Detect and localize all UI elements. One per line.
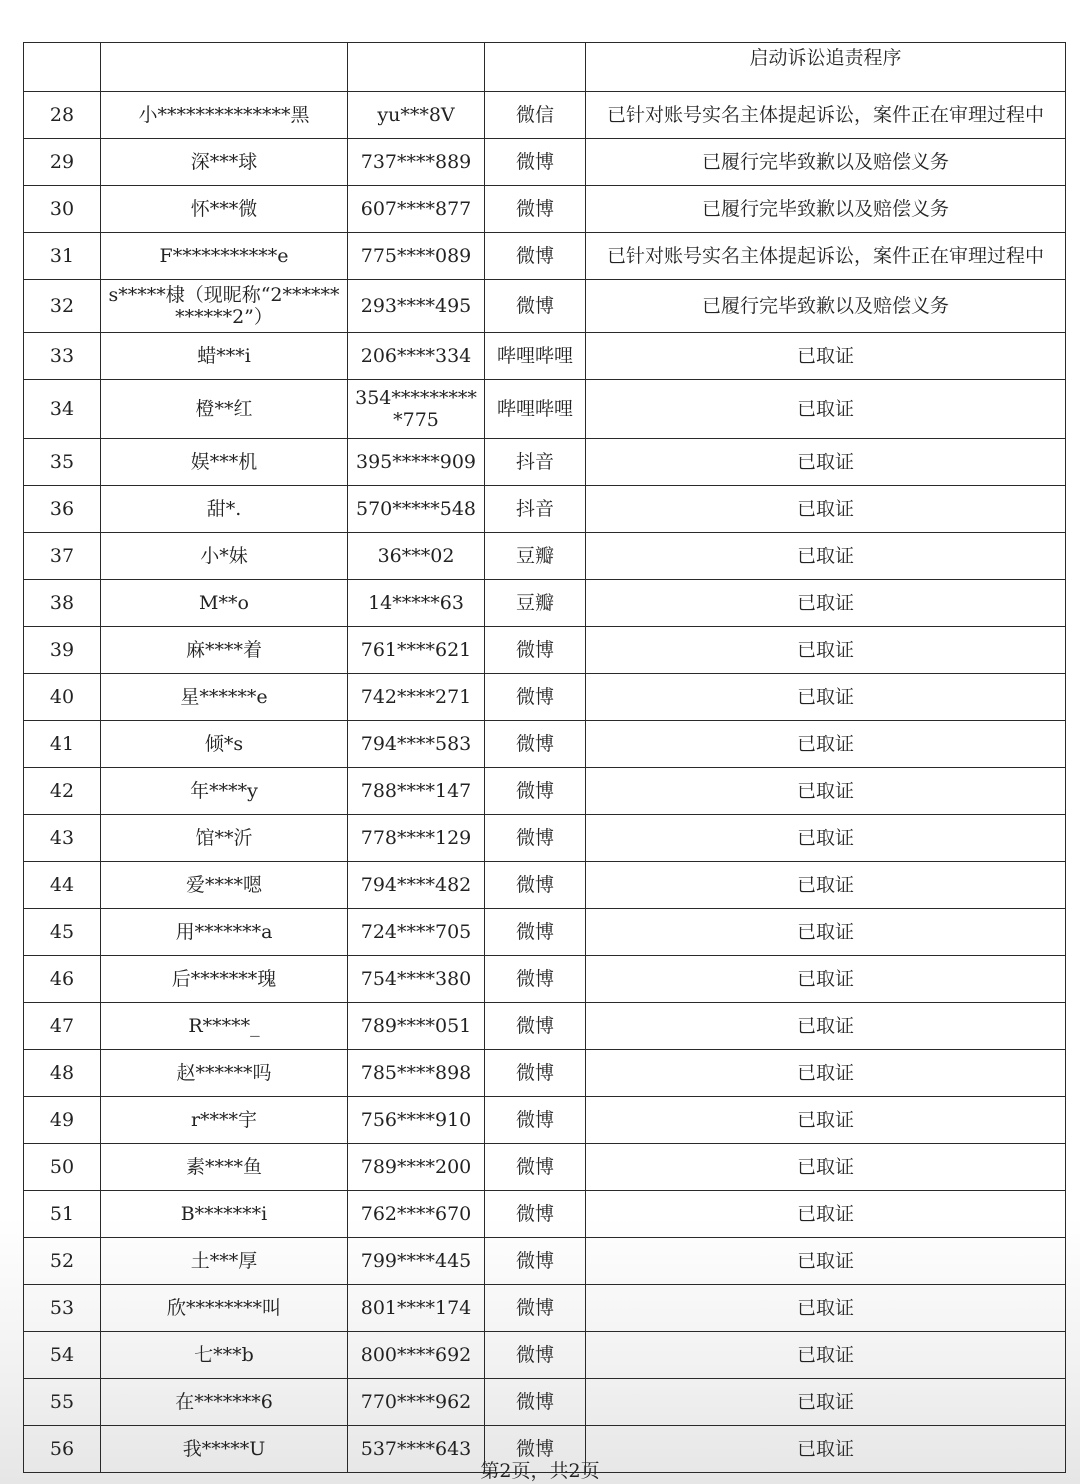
cell-no: [24, 43, 101, 92]
cell-status: 已针对账号实名主体提起诉讼，案件正在审理过程中: [586, 233, 1066, 280]
cell-account-id: 794****482: [348, 862, 485, 909]
table-row: [24, 280, 1066, 333]
cell-account-id: 789****200: [348, 1144, 485, 1191]
cell-platform: 微博: [485, 1332, 586, 1379]
table-row: [24, 1003, 1066, 1050]
cell-no: 51: [24, 1191, 101, 1238]
cell-status: 已取证: [586, 1003, 1066, 1050]
cell-nickname: 赵******吗: [101, 1050, 348, 1097]
cell-no: 56: [24, 1426, 101, 1473]
cell-status: 已取证: [586, 1050, 1066, 1097]
cell-account-id: 788****147: [348, 768, 485, 815]
cell-account-id: 754****380: [348, 956, 485, 1003]
cell-status: 已取证: [586, 580, 1066, 627]
cell-no: 45: [24, 909, 101, 956]
cell-status: 已针对账号实名主体提起诉讼，案件正在审理过程中: [586, 92, 1066, 139]
cell-account-id: 206****334: [348, 333, 485, 380]
table-body: [24, 43, 1066, 1473]
cell-platform: 微博: [485, 1097, 586, 1144]
cell-account-id: 354**********775: [348, 380, 485, 439]
cell-account-id: 789****051: [348, 1003, 485, 1050]
cell-account-id: 778****129: [348, 815, 485, 862]
cell-account-id: [348, 43, 485, 92]
cell-nickname: 欣********叫: [101, 1285, 348, 1332]
cell-no: 34: [24, 380, 101, 439]
cell-account-id: 570*****548: [348, 486, 485, 533]
cell-status: 已履行完毕致歉以及赔偿义务: [586, 139, 1066, 186]
cell-status: 已履行完毕致歉以及赔偿义务: [586, 280, 1066, 333]
cell-no: 35: [24, 439, 101, 486]
table-row: [24, 1144, 1066, 1191]
table-row: [24, 1238, 1066, 1285]
cell-nickname: 橙**红: [101, 380, 348, 439]
cell-platform: 微博: [485, 1003, 586, 1050]
table-row: [24, 1191, 1066, 1238]
cell-status: 已取证: [586, 721, 1066, 768]
cell-no: 38: [24, 580, 101, 627]
cell-nickname: 年****y: [101, 768, 348, 815]
table-row-continuation: [24, 43, 1066, 92]
cell-nickname: M**o: [101, 580, 348, 627]
table-row: [24, 815, 1066, 862]
cell-nickname: 七***b: [101, 1332, 348, 1379]
cell-account-id: 607****877: [348, 186, 485, 233]
cell-no: 28: [24, 92, 101, 139]
cell-platform: 微博: [485, 674, 586, 721]
cell-platform: [485, 43, 586, 92]
cell-account-id: 775****089: [348, 233, 485, 280]
cell-status: 已取证: [586, 674, 1066, 721]
cell-no: 41: [24, 721, 101, 768]
cell-status: 已取证: [586, 439, 1066, 486]
cell-account-id: 762****670: [348, 1191, 485, 1238]
cell-platform: 微博: [485, 815, 586, 862]
cell-platform: 微博: [485, 1191, 586, 1238]
table-row: [24, 721, 1066, 768]
table-row: [24, 439, 1066, 486]
cell-status: 已取证: [586, 1097, 1066, 1144]
cell-platform: 微博: [485, 1050, 586, 1097]
table-row: [24, 627, 1066, 674]
table-row: [24, 233, 1066, 280]
table-row: [24, 333, 1066, 380]
cell-no: 52: [24, 1238, 101, 1285]
cell-platform: 微博: [485, 1426, 586, 1473]
cell-status: 已取证: [586, 1285, 1066, 1332]
cell-no: 49: [24, 1097, 101, 1144]
cell-nickname: 怀***微: [101, 186, 348, 233]
cell-platform: 微博: [485, 280, 586, 333]
table-row: [24, 1050, 1066, 1097]
table-row: [24, 1097, 1066, 1144]
cell-platform: 微博: [485, 1238, 586, 1285]
cell-nickname: 小**************黑: [101, 92, 348, 139]
cell-no: 30: [24, 186, 101, 233]
cell-nickname: 用*******a: [101, 909, 348, 956]
cell-status: 已取证: [586, 1191, 1066, 1238]
cell-nickname: R*****_: [101, 1003, 348, 1050]
cell-status: 已取证: [586, 533, 1066, 580]
cell-status: 已取证: [586, 380, 1066, 439]
cell-account-id: 36***02: [348, 533, 485, 580]
cell-account-id: 395*****909: [348, 439, 485, 486]
cell-nickname: 小*妹: [101, 533, 348, 580]
cell-account-id: 756****910: [348, 1097, 485, 1144]
cell-no: 40: [24, 674, 101, 721]
cell-status: 已取证: [586, 956, 1066, 1003]
cell-no: 33: [24, 333, 101, 380]
cell-platform: 微信: [485, 92, 586, 139]
cell-no: 50: [24, 1144, 101, 1191]
cell-account-id: yu***8V: [348, 92, 485, 139]
cell-account-id: 785****898: [348, 1050, 485, 1097]
cell-platform: 微博: [485, 1144, 586, 1191]
cell-nickname: 深***球: [101, 139, 348, 186]
cell-account-id: 770****962: [348, 1379, 485, 1426]
table-row: [24, 768, 1066, 815]
cell-nickname: 星******e: [101, 674, 348, 721]
cell-nickname: 土***厚: [101, 1238, 348, 1285]
table-row: [24, 533, 1066, 580]
cell-nickname: r****宇: [101, 1097, 348, 1144]
cell-nickname: 我*****U: [101, 1426, 348, 1473]
cell-no: 53: [24, 1285, 101, 1332]
table-row: [24, 862, 1066, 909]
cell-account-id: 799****445: [348, 1238, 485, 1285]
cell-account-id: 293****495: [348, 280, 485, 333]
cell-no: 47: [24, 1003, 101, 1050]
cell-nickname: B*******i: [101, 1191, 348, 1238]
cell-no: 36: [24, 486, 101, 533]
cell-status: 已取证: [586, 1426, 1066, 1473]
cell-nickname: 在*******6: [101, 1379, 348, 1426]
cell-status: 已履行完毕致歉以及赔偿义务: [586, 186, 1066, 233]
cell-account-id: 14*****63: [348, 580, 485, 627]
cell-platform: 微博: [485, 909, 586, 956]
cell-account-id: 737****889: [348, 139, 485, 186]
table-row: [24, 1332, 1066, 1379]
table-row: [24, 956, 1066, 1003]
cell-nickname: 娱***机: [101, 439, 348, 486]
cell-status: 已取证: [586, 486, 1066, 533]
cell-platform: 抖音: [485, 486, 586, 533]
cell-no: 37: [24, 533, 101, 580]
cell-account-id: 537****643: [348, 1426, 485, 1473]
cell-status: 已取证: [586, 768, 1066, 815]
cell-nickname: 甜*.: [101, 486, 348, 533]
cell-platform: 微博: [485, 233, 586, 280]
table-row: [24, 139, 1066, 186]
cell-status: 已取证: [586, 1379, 1066, 1426]
cell-platform: 微博: [485, 139, 586, 186]
cell-platform: 微博: [485, 627, 586, 674]
cell-no: 44: [24, 862, 101, 909]
cell-no: 46: [24, 956, 101, 1003]
cell-account-id: 794****583: [348, 721, 485, 768]
cell-nickname: F***********e: [101, 233, 348, 280]
cell-status: 已取证: [586, 862, 1066, 909]
cell-nickname: 倾*s: [101, 721, 348, 768]
table-row: [24, 580, 1066, 627]
cell-nickname: 后*******瑰: [101, 956, 348, 1003]
cell-status: 已取证: [586, 909, 1066, 956]
cell-status: 已取证: [586, 333, 1066, 380]
cell-account-id: 801****174: [348, 1285, 485, 1332]
table-row: [24, 1285, 1066, 1332]
cell-status: 已取证: [586, 627, 1066, 674]
cell-platform: 微博: [485, 186, 586, 233]
cell-platform: 微博: [485, 721, 586, 768]
table-row: [24, 486, 1066, 533]
cell-nickname: 馆**沂: [101, 815, 348, 862]
cell-status: 已取证: [586, 1144, 1066, 1191]
table-row: [24, 92, 1066, 139]
cell-no: 48: [24, 1050, 101, 1097]
records-table: [23, 42, 1066, 1473]
cell-nickname: 爱****嗯: [101, 862, 348, 909]
cell-nickname: 素****鱼: [101, 1144, 348, 1191]
cell-platform: 微博: [485, 956, 586, 1003]
cell-platform: 抖音: [485, 439, 586, 486]
cell-nickname: s*****棣（现昵称“2************2”）: [101, 280, 348, 333]
table-row: [24, 186, 1066, 233]
cell-no: 29: [24, 139, 101, 186]
cell-platform: 微博: [485, 1285, 586, 1332]
page-number: 第2页，共2页: [480, 1460, 600, 1482]
cell-platform: 微博: [485, 1379, 586, 1426]
cell-platform: 哔哩哔哩: [485, 333, 586, 380]
cell-no: 31: [24, 233, 101, 280]
table-row: [24, 380, 1066, 439]
cell-platform: 豆瓣: [485, 533, 586, 580]
cell-no: 43: [24, 815, 101, 862]
cell-account-id: 761****621: [348, 627, 485, 674]
cell-status: 启动诉讼追责程序: [586, 43, 1066, 92]
cell-no: 32: [24, 280, 101, 333]
cell-no: 55: [24, 1379, 101, 1426]
cell-no: 54: [24, 1332, 101, 1379]
cell-account-id: 800****692: [348, 1332, 485, 1379]
cell-platform: 微博: [485, 768, 586, 815]
cell-status: 已取证: [586, 1238, 1066, 1285]
cell-status: 已取证: [586, 815, 1066, 862]
cell-account-id: 724****705: [348, 909, 485, 956]
cell-nickname: 麻****着: [101, 627, 348, 674]
cell-platform: 微博: [485, 862, 586, 909]
table-row: [24, 1379, 1066, 1426]
cell-platform: 豆瓣: [485, 580, 586, 627]
cell-platform: 哔哩哔哩: [485, 380, 586, 439]
cell-no: 42: [24, 768, 101, 815]
cell-status: 已取证: [586, 1332, 1066, 1379]
cell-nickname: [101, 43, 348, 92]
cell-nickname: 蜡***i: [101, 333, 348, 380]
table-row: [24, 909, 1066, 956]
cell-account-id: 742****271: [348, 674, 485, 721]
cell-no: 39: [24, 627, 101, 674]
table-row: [24, 674, 1066, 721]
